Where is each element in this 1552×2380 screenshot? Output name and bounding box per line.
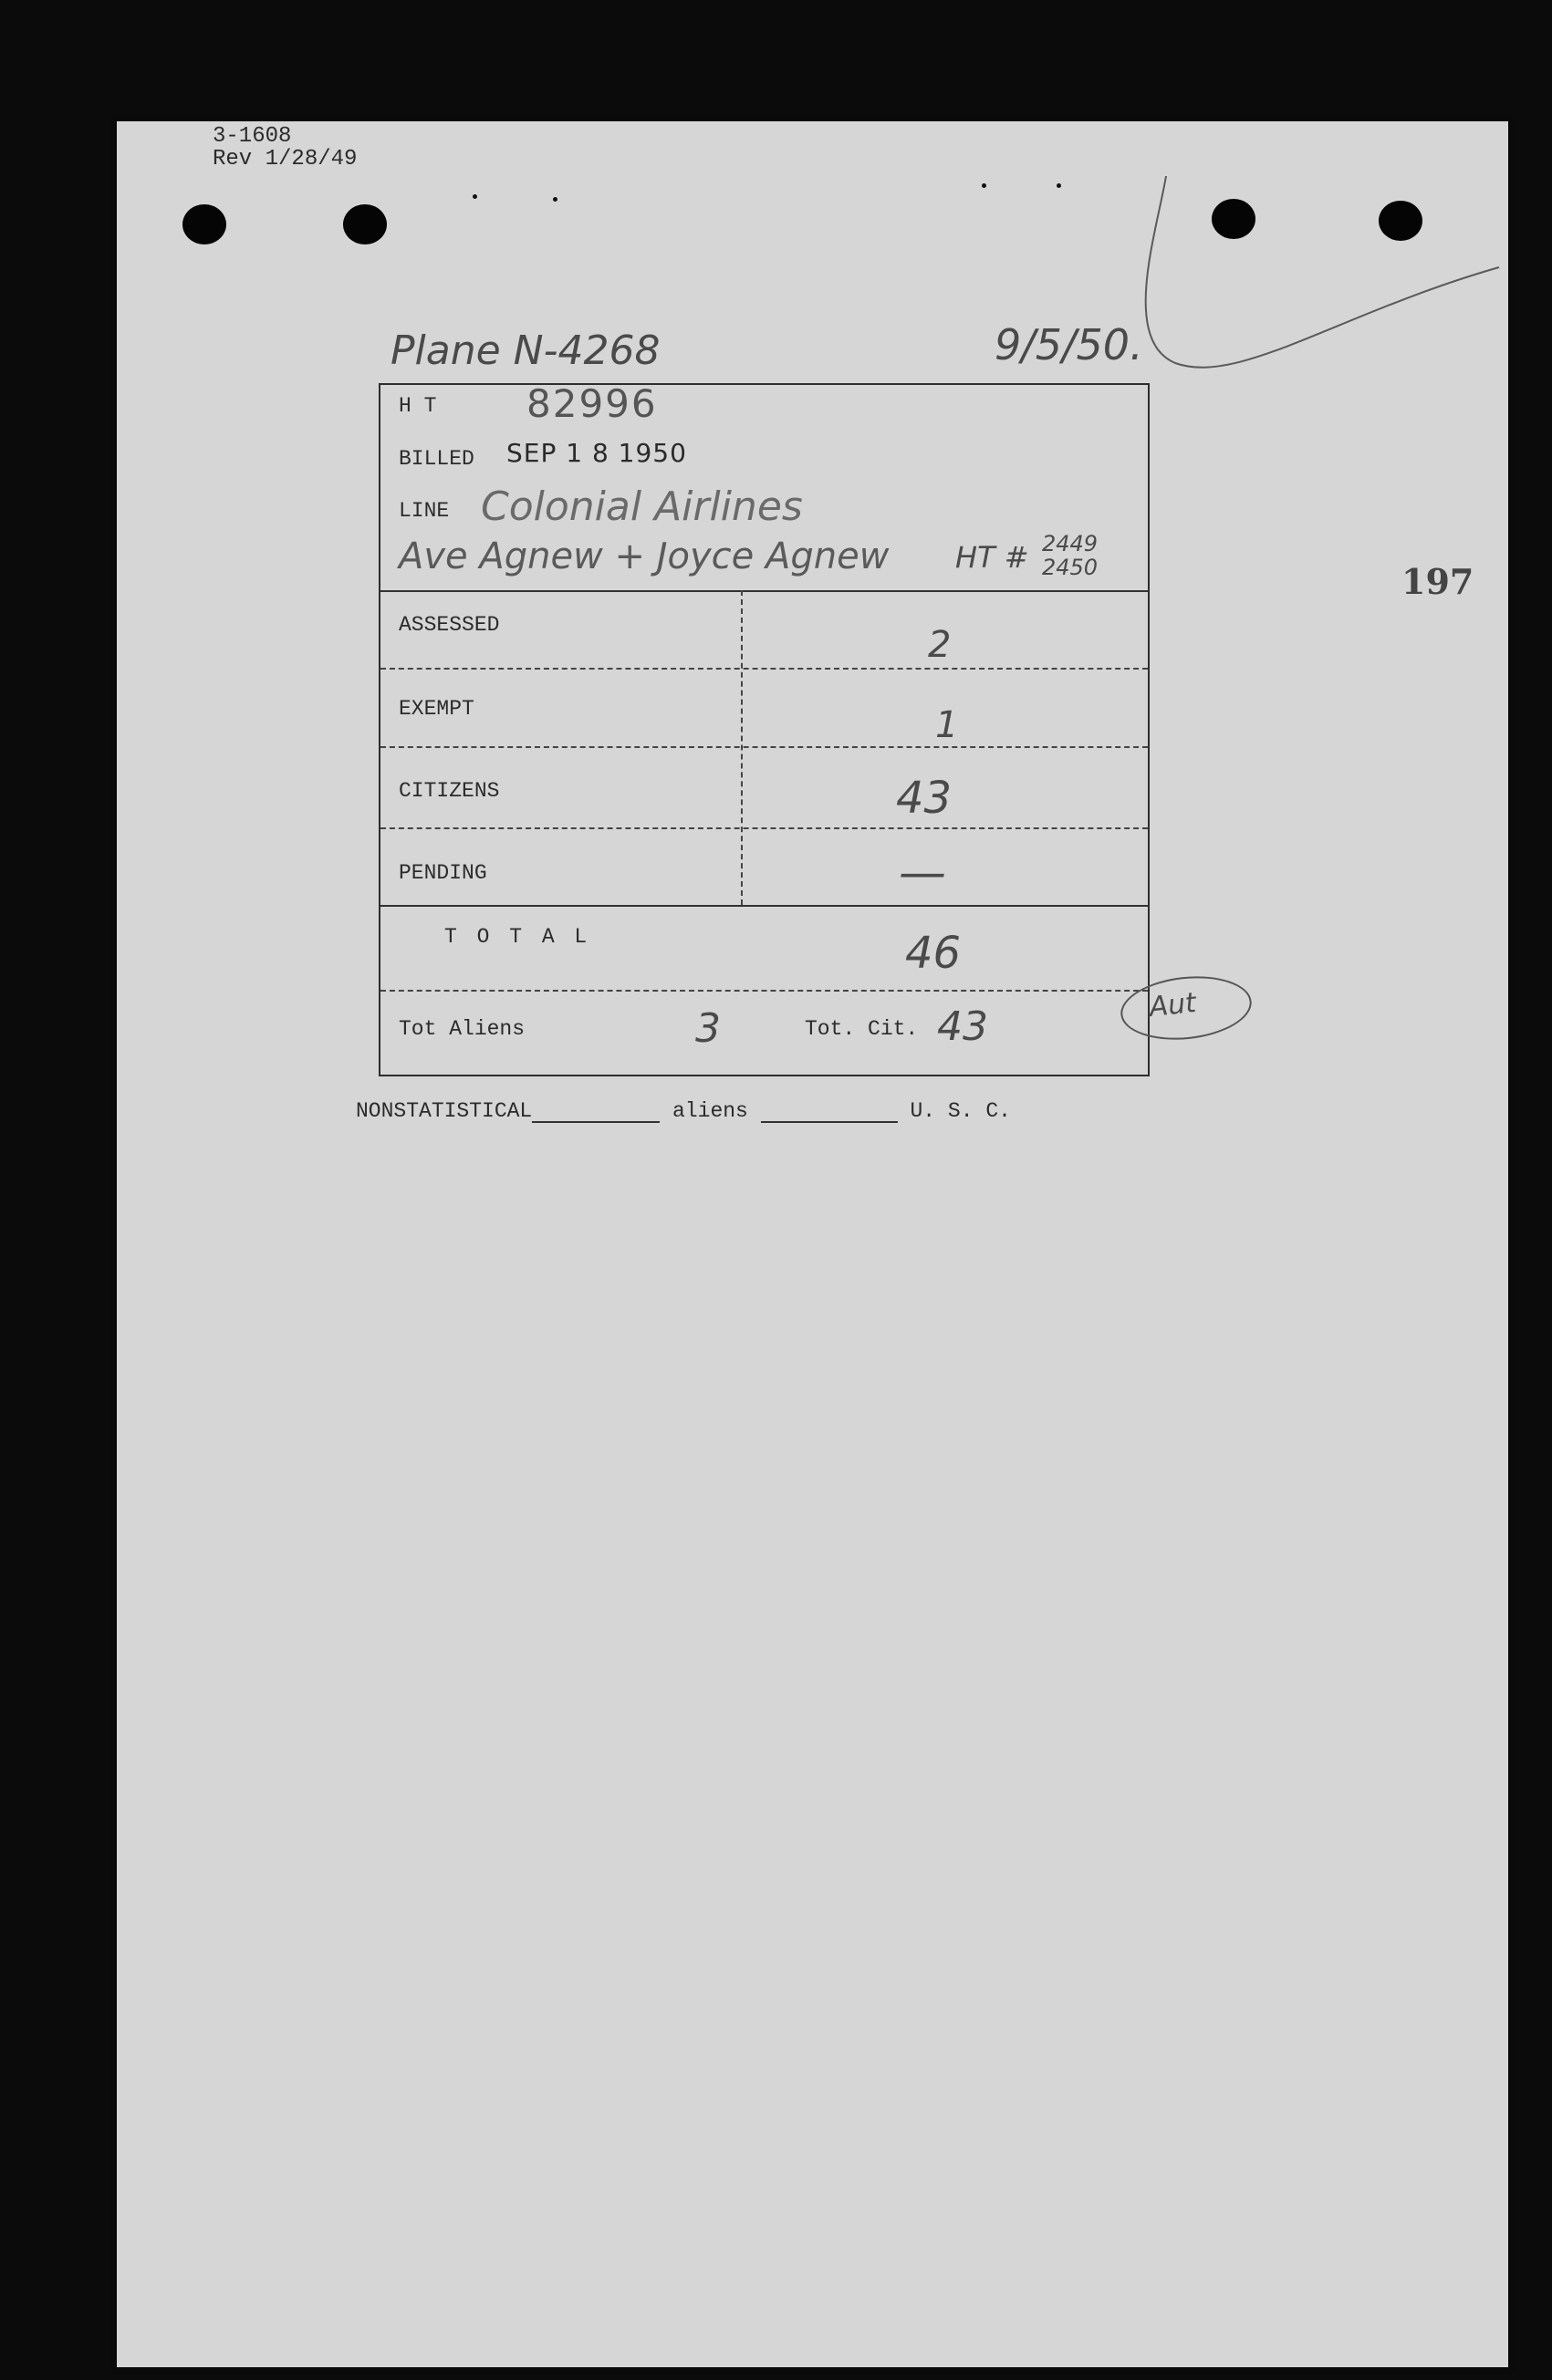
row-label-pending: PENDING [399, 861, 487, 885]
row-label-citizens: CITIZENS [399, 779, 500, 803]
form-table [379, 383, 1150, 1076]
row-value-exempt: 1 [935, 704, 959, 746]
punch-hole-2 [343, 204, 387, 244]
tot-aliens-label: Tot Aliens [399, 1017, 526, 1041]
row-divider [380, 746, 1148, 748]
form-revision: Rev 1/28/49 [213, 147, 358, 171]
speck-mark [1057, 183, 1061, 188]
plane-note: Plane N-4268 [391, 327, 661, 374]
row-value-assessed: 2 [928, 624, 952, 666]
tot-cit-value: 43 [937, 1003, 988, 1050]
ht-ref-1: 2449 [1042, 531, 1099, 556]
aliens-blank [761, 1121, 898, 1123]
billed-label: BILLED [399, 447, 474, 471]
row-label-assessed: ASSESSED [399, 613, 500, 637]
row-value-citizens: 43 [896, 773, 953, 824]
total-divider [380, 990, 1148, 992]
page-number: 197 [1401, 561, 1474, 602]
tot-cit-label: Tot. Cit. [805, 1017, 919, 1041]
column-divider [741, 590, 743, 905]
ht-ref-2: 2450 [1042, 555, 1099, 580]
date-note: 9/5/50. [995, 320, 1143, 369]
punch-hole-1 [182, 204, 226, 244]
row-divider [380, 668, 1148, 670]
ht-value: 82996 [526, 381, 658, 426]
nonstatistical-line [356, 1099, 1011, 1123]
tot-aliens-value: 3 [695, 1005, 721, 1052]
speck-mark [553, 197, 557, 202]
total-value: 46 [905, 928, 962, 979]
ht-label: H T [399, 394, 437, 418]
row-value-pending: — [899, 846, 946, 900]
nonstat-blank [532, 1121, 660, 1123]
row-divider [380, 905, 1148, 907]
billed-stamp: SEP 1 8 1950 [506, 438, 687, 468]
speck-mark [982, 183, 986, 188]
ht-ref-label: HT # [955, 540, 1029, 575]
section-divider [380, 590, 1148, 592]
circled-note-text: Aut [1147, 986, 1198, 1024]
row-label-exempt: EXEMPT [399, 697, 474, 721]
aliens-label: aliens [672, 1099, 748, 1123]
nonstat-label: NONSTATISTICAL [356, 1099, 533, 1123]
usc-label: U. S. C. [910, 1099, 1011, 1123]
row-divider [380, 827, 1148, 829]
passengers-note: Ave Agnew + Joyce Agnew [399, 535, 890, 577]
line-value: Colonial Airlines [481, 483, 803, 530]
check-mark-icon [1139, 176, 1504, 431]
total-label: T O T A L [444, 925, 591, 949]
line-label: LINE [399, 499, 450, 523]
speck-mark [473, 194, 477, 199]
form-code: 3-1608 [213, 124, 292, 149]
form-sheet [117, 121, 1508, 2367]
